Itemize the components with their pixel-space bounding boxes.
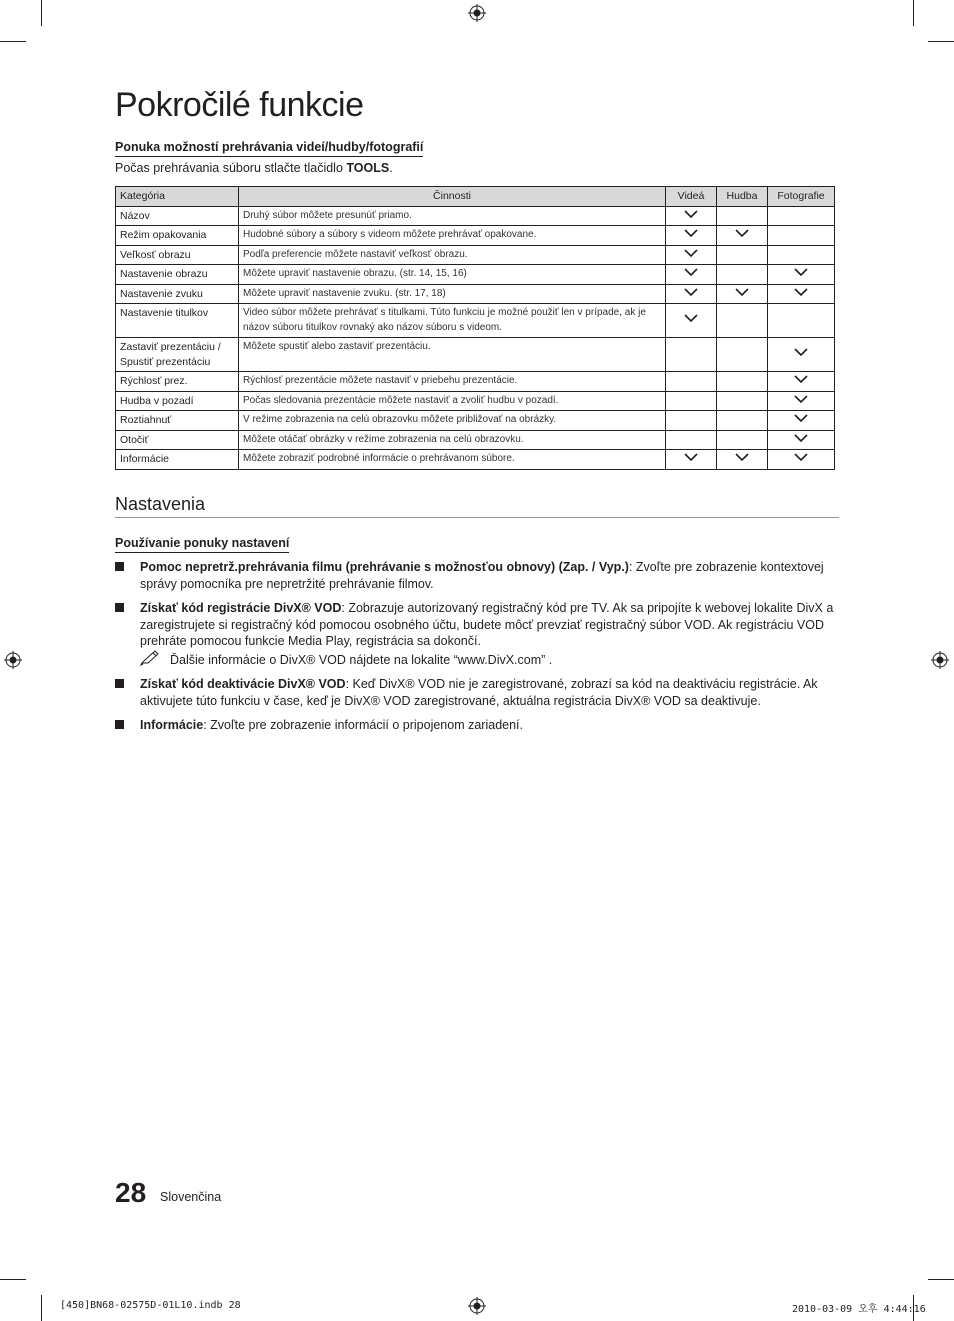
row-music-availability: [717, 391, 768, 411]
registration-mark-icon: [468, 1297, 486, 1315]
row-category: Nastavenie titulkov: [116, 304, 239, 338]
row-videos-availability: [666, 450, 717, 470]
bullet-square-icon: [115, 679, 124, 688]
row-description: Môžete upraviť nastavenie zvuku. (str. 17, 18): [239, 284, 666, 304]
list-item: [115, 717, 840, 734]
row-videos-availability: [666, 372, 717, 392]
row-photos-availability: [768, 391, 835, 411]
check-icon: [793, 413, 809, 423]
check-icon: [793, 394, 809, 404]
tools-key-label: TOOLS: [346, 161, 390, 175]
row-videos-availability: [666, 206, 717, 226]
row-category: Názov: [116, 206, 239, 226]
intro-text: Počas prehrávania súboru stlačte tlačidlo: [115, 161, 347, 175]
row-description: Môžete upraviť nastavenie obrazu. (str. 14, 15, 16): [239, 265, 666, 285]
check-icon: [683, 313, 699, 323]
row-description: Rýchlosť prezentácie môžete nastaviť v priebehu prezentácie.: [239, 372, 666, 392]
row-music-availability: [717, 304, 768, 338]
bullet-square-icon: [115, 603, 124, 612]
table-row: [116, 391, 835, 411]
crop-mark: [41, 1295, 42, 1321]
row-music-availability: [717, 284, 768, 304]
row-category: Informácie: [116, 450, 239, 470]
item-text: : Zvoľte pre zobrazenie kontextovej správy pomocníka pre nepretržité prehrávanie filmov.: [140, 560, 824, 591]
list-item: [115, 559, 840, 592]
table-row: [116, 226, 835, 246]
row-photos-availability: [768, 450, 835, 470]
header-videos: Videá: [666, 187, 717, 207]
row-description: Počas sledovania prezentácie môžete nastaviť a zvoliť hudbu v pozadí.: [239, 391, 666, 411]
check-icon: [734, 228, 750, 238]
list-item: [115, 676, 840, 709]
row-photos-availability: [768, 430, 835, 450]
note-pencil-icon: [140, 650, 160, 666]
table-row: [116, 430, 835, 450]
row-videos-availability: [666, 430, 717, 450]
row-music-availability: [717, 265, 768, 285]
row-photos-availability: [768, 265, 835, 285]
row-description: Môžete spustiť alebo zastaviť prezentáciu.: [239, 338, 666, 372]
row-category: Otočiť: [116, 430, 239, 450]
item-text: : Keď DivX® VOD nie je zaregistrované, zobrazí sa kód na deaktiváciu registrácie. Ak aktivujete túto funkciu v čase, keď je DivX® VOD zaregistrované, aktuálna registrácia DivX® VOD sa deaktivuje.: [140, 677, 818, 708]
check-icon: [734, 452, 750, 462]
row-photos-availability: [768, 372, 835, 392]
check-icon: [683, 228, 699, 238]
check-icon: [793, 452, 809, 462]
row-category: Rýchlosť prez.: [116, 372, 239, 392]
row-videos-availability: [666, 226, 717, 246]
check-icon: [793, 267, 809, 277]
row-videos-availability: [666, 304, 717, 338]
crop-mark: [0, 1279, 26, 1280]
row-music-availability: [717, 450, 768, 470]
registration-mark-icon: [931, 651, 949, 669]
item-label: Získať kód deaktivácie DivX® VOD: [140, 677, 346, 691]
row-category: Zastaviť prezentáciu / Spustiť prezentáciu: [116, 338, 239, 372]
row-videos-availability: [666, 338, 717, 372]
item-label: Získať kód registrácie DivX® VOD: [140, 601, 342, 615]
row-music-availability: [717, 372, 768, 392]
table-row: [116, 206, 835, 226]
row-photos-availability: [768, 206, 835, 226]
table-row: [116, 245, 835, 265]
check-icon: [683, 248, 699, 258]
settings-subheading: Používanie ponuky nastavení: [115, 536, 289, 553]
table-row: [116, 411, 835, 431]
row-videos-availability: [666, 265, 717, 285]
check-icon: [683, 209, 699, 219]
row-category: Nastavenie obrazu: [116, 265, 239, 285]
item-text: : Zvoľte pre zobrazenie informácií o pripojenom zariadení.: [203, 718, 523, 732]
header-actions: Činnosti: [239, 187, 666, 207]
note: [140, 652, 840, 669]
row-category: Hudba v pozadí: [116, 391, 239, 411]
row-category: Veľkosť obrazu: [116, 245, 239, 265]
registration-mark-icon: [4, 651, 22, 669]
page-title: Pokročilé funkcie: [115, 86, 364, 124]
note-text: Ďalšie informácie o DivX® VOD nájdete na lokalite “www.DivX.com” .: [170, 652, 553, 667]
intro-text-end: .: [389, 161, 393, 175]
playback-menu-heading: Ponuka možností prehrávania videí/hudby/fotografií: [115, 140, 423, 157]
settings-heading: Nastavenia: [115, 494, 206, 514]
row-music-availability: [717, 411, 768, 431]
footer-file-info: [450]BN68-02575D-01L10.indb 28: [60, 1300, 241, 1311]
item-label: Informácie: [140, 718, 204, 732]
row-videos-availability: [666, 411, 717, 431]
row-music-availability: [717, 338, 768, 372]
row-description: V režime zobrazenia na celú obrazovku môžete približovať na obrázky.: [239, 411, 666, 431]
section-divider: [115, 517, 839, 518]
table-header-row: [116, 187, 835, 207]
item-text: : Zobrazuje autorizovaný registračný kód pre TV. Ak sa pripojíte k webovej lokalite DivX a zaregistrujete si registračný kód pomocou osobného účtu, budete môcť prevziať registračný súbor VOD. Ak registráciu VOD prehráte pomocou funkcie Media Play, registrácia sa dokončí.: [140, 601, 834, 648]
header-photos: Fotografie: [768, 187, 835, 207]
check-icon: [793, 433, 809, 443]
settings-list: [115, 559, 840, 742]
row-music-availability: [717, 430, 768, 450]
row-photos-availability: [768, 226, 835, 246]
check-icon: [734, 287, 750, 297]
row-music-availability: [717, 226, 768, 246]
row-category: Nastavenie zvuku: [116, 284, 239, 304]
row-music-availability: [717, 206, 768, 226]
footer-timestamp: 2010-03-09 오후 4:44:16: [792, 1304, 926, 1315]
crop-mark: [928, 1279, 954, 1280]
registration-mark-icon: [468, 4, 486, 22]
row-photos-availability: [768, 304, 835, 338]
row-category: Roztiahnuť: [116, 411, 239, 431]
crop-mark: [41, 0, 42, 26]
language-label: Slovenčina: [160, 1190, 222, 1204]
row-photos-availability: [768, 338, 835, 372]
table-row: [116, 284, 835, 304]
crop-mark: [913, 0, 914, 26]
row-videos-availability: [666, 284, 717, 304]
row-photos-availability: [768, 411, 835, 431]
header-music: Hudba: [717, 187, 768, 207]
table-row: [116, 304, 835, 338]
playback-options-table: [115, 186, 835, 470]
table-row: [116, 338, 835, 372]
row-description: Môžete zobraziť podrobné informácie o prehrávanom súbore.: [239, 450, 666, 470]
check-icon: [793, 347, 809, 357]
row-description: Video súbor môžete prehrávať s titulkami. Túto funkciu je možné použiť len v prípade, ak je názov súboru titulkov rovnaký ako názov súboru s videom.: [239, 304, 666, 338]
item-label: Pomoc nepretrž.prehrávania filmu (prehrávanie s možnosťou obnovy) (Zap. / Vyp.): [140, 560, 629, 574]
row-photos-availability: [768, 284, 835, 304]
playback-menu-intro: [115, 161, 393, 175]
table-row: [116, 450, 835, 470]
row-description: Hudobné súbory a súbory s videom môžete prehrávať opakovane.: [239, 226, 666, 246]
header-category: Kategória: [116, 187, 239, 207]
row-videos-availability: [666, 391, 717, 411]
row-videos-availability: [666, 245, 717, 265]
check-icon: [683, 287, 699, 297]
crop-mark: [928, 41, 954, 42]
row-category: Režim opakovania: [116, 226, 239, 246]
check-icon: [793, 374, 809, 384]
list-item: [115, 600, 840, 668]
bullet-square-icon: [115, 720, 124, 729]
check-icon: [793, 287, 809, 297]
crop-mark: [0, 41, 26, 42]
table-row: [116, 372, 835, 392]
bullet-square-icon: [115, 562, 124, 571]
table-body: [116, 206, 835, 469]
row-photos-availability: [768, 245, 835, 265]
row-music-availability: [717, 245, 768, 265]
table-row: [116, 265, 835, 285]
row-description: Druhý súbor môžete presunúť priamo.: [239, 206, 666, 226]
check-icon: [683, 452, 699, 462]
page-number: 28: [115, 1177, 147, 1208]
row-description: Podľa preferencie môžete nastaviť veľkosť obrazu.: [239, 245, 666, 265]
row-description: Môžete otáčať obrázky v režime zobrazenia na celú obrazovku.: [239, 430, 666, 450]
check-icon: [683, 267, 699, 277]
